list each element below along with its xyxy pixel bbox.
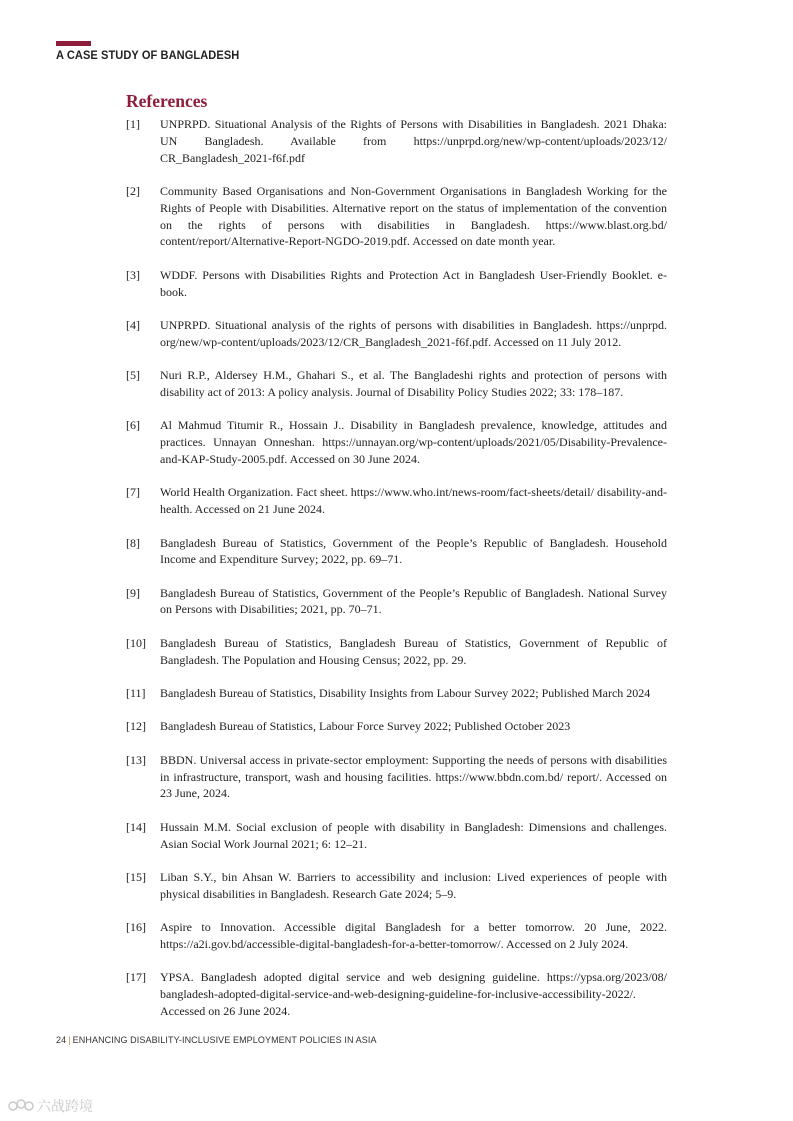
reference-item — [126, 718, 667, 735]
header-accent-bar — [56, 41, 91, 46]
reference-number: [17] — [126, 970, 146, 985]
reference-number: [7] — [126, 485, 140, 500]
reference-number: [16] — [126, 920, 146, 935]
reference-number: [14] — [126, 819, 146, 834]
reference-item — [126, 819, 667, 853]
reference-text: UNPRPD. Situational Analysis of the Rights of Persons with Disabilities in Bangladesh. 2021 Dhaka: UN Bangladesh. Available from https://unprpd.org/new/wp-content/uploads/2023/12/ CR_Bangladesh_2021-f6f.pdf — [160, 117, 667, 165]
reference-item — [126, 116, 667, 166]
reference-item — [126, 367, 667, 401]
reference-text: Bangladesh Bureau of Statistics, Government of the People’s Republic of Bangladesh. Household Income and Expenditure Survey; 2022, pp. 69–71. — [160, 535, 667, 567]
reference-number: [3] — [126, 267, 140, 282]
reference-number: [13] — [126, 752, 146, 767]
reference-item — [126, 869, 667, 903]
references-heading: References — [126, 91, 208, 111]
reference-number: [2] — [126, 183, 140, 198]
reference-text: Hussain M.M. Social exclusion of people with disability in Bangladesh: Dimensions and challenges. Asian Social Work Journal 2021; 6: 12–21. — [160, 819, 667, 851]
reference-text: Aspire to Innovation. Accessible digital Bangladesh for a better tomorrow. 20 June, 2022. https://a2i.gov.bd/accessible-digital-bangladesh-for-a-better-tomorrow/. Accessed on 2 July 2024. — [160, 920, 667, 951]
reference-number: [9] — [126, 585, 140, 600]
reference-number: [12] — [126, 719, 146, 734]
reference-number: [11] — [126, 686, 146, 701]
reference-number: [15] — [126, 870, 146, 885]
reference-item — [126, 969, 667, 1019]
reference-number: [8] — [126, 535, 140, 550]
reference-item — [126, 685, 667, 702]
reference-number: [6] — [126, 418, 140, 433]
reference-text: World Health Organization. Fact sheet. https://www.who.int/news-room/fact-sheets/detail/ disability-and-health. Accessed on 21 June 2024. — [160, 485, 667, 517]
reference-item — [126, 183, 667, 250]
watermark — [8, 1096, 93, 1116]
reference-text: Community Based Organisations and Non-Government Organisations in Bangladesh Working for the Rights of People with Disabilities. Alternative report on the status of implementation of the convention on the rights of persons with disabilities in Bangladesh. https://www.blast.org.bd/ content/report/Alternative-Report-NGDO-2019.pdf. Accessed on date month year. — [160, 183, 667, 249]
reference-item — [126, 919, 667, 953]
reference-item — [126, 752, 667, 802]
reference-number: [10] — [126, 635, 146, 650]
reference-item — [126, 317, 667, 351]
reference-text: UNPRPD. Situational analysis of the rights of persons with disabilities in Bangladesh. https://unprpd. org/new/wp-content/uploads/2023/12/CR_Bangladesh_2021-f6f.pdf. Accessed on 11 July 2012. — [160, 317, 667, 349]
reference-text: Nuri R.P., Aldersey H.M., Ghahari S., et al. The Bangladeshi rights and protection of persons with disability act of 2013: A policy analysis. Journal of Disability Policy Studies 2022; 33: 178–187. — [160, 368, 667, 399]
reference-text: YPSA. Bangladesh adopted digital service and web designing guideline. https://ypsa.org/2023/08/ bangladesh-adopted-digital-service-and-web-designing-guideline-for-inclusive-accessibility-2022/. Accessed on 26 June 2024. — [160, 970, 667, 1018]
reference-text: Bangladesh Bureau of Statistics, Government of the People’s Republic of Bangladesh. National Survey on Persons with Disabilities; 2021, pp. 70–71. — [160, 585, 667, 617]
reference-item — [126, 635, 667, 669]
footer-separator: | — [68, 1035, 71, 1045]
reference-item — [126, 535, 667, 569]
reference-number: [5] — [126, 368, 140, 383]
reference-text: Liban S.Y., bin Ahsan W. Barriers to accessibility and inclusion: Lived experiences of people with physical disabilities in Bangladesh. Research Gate 2024; 5–9. — [160, 870, 667, 901]
reference-item — [126, 267, 667, 301]
reference-text: Bangladesh Bureau of Statistics, Disability Insights from Labour Survey 2022; Published March 2024 — [160, 686, 651, 701]
reference-text: Al Mahmud Titumir R., Hossain J.. Disability in Bangladesh prevalence, knowledge, attitudes and practices. Unnayan Onneshan. https://unnayan.org/wp-content/uploads/2021/05/Disability-Prevalence-and-KAP-Study-2005.pdf. Accessed on 30 June 2024. — [160, 418, 667, 466]
watermark-text: 六战跨境 — [37, 1099, 93, 1115]
footer-title: ENHANCING DISABILITY-INCLUSIVE EMPLOYMENT POLICIES IN ASIA — [72, 1035, 377, 1045]
reference-text: BBDN. Universal access in private-sector employment: Supporting the needs of persons with disabilities in infrastructure, transport, wash and housing facilities. https://www.bbdn.com.bd/ report/. Accessed on 23 June, 2024. — [160, 752, 667, 801]
reference-text: Bangladesh Bureau of Statistics, Bangladesh Bureau of Statistics, Government of Republic of Bangladesh. The Population and Housing Census; 2022, pp. 29. — [160, 635, 667, 667]
page-footer — [56, 1035, 377, 1045]
reference-number: [4] — [126, 317, 140, 332]
reference-number: [1] — [126, 117, 140, 131]
reference-item — [126, 585, 667, 619]
reference-text: Bangladesh Bureau of Statistics, Labour Force Survey 2022; Published October 2023 — [160, 719, 571, 734]
page-number: 24 — [56, 1035, 67, 1045]
running-header: A CASE STUDY OF BANGLADESH — [56, 48, 240, 62]
reference-item — [126, 484, 667, 518]
reference-text: WDDF. Persons with Disabilities Rights and Protection Act in Bangladesh User-Friendly Booklet. e-book. — [160, 267, 667, 299]
watermark-logo-icon — [8, 1098, 34, 1116]
reference-list — [126, 116, 667, 1036]
reference-item — [126, 417, 667, 467]
